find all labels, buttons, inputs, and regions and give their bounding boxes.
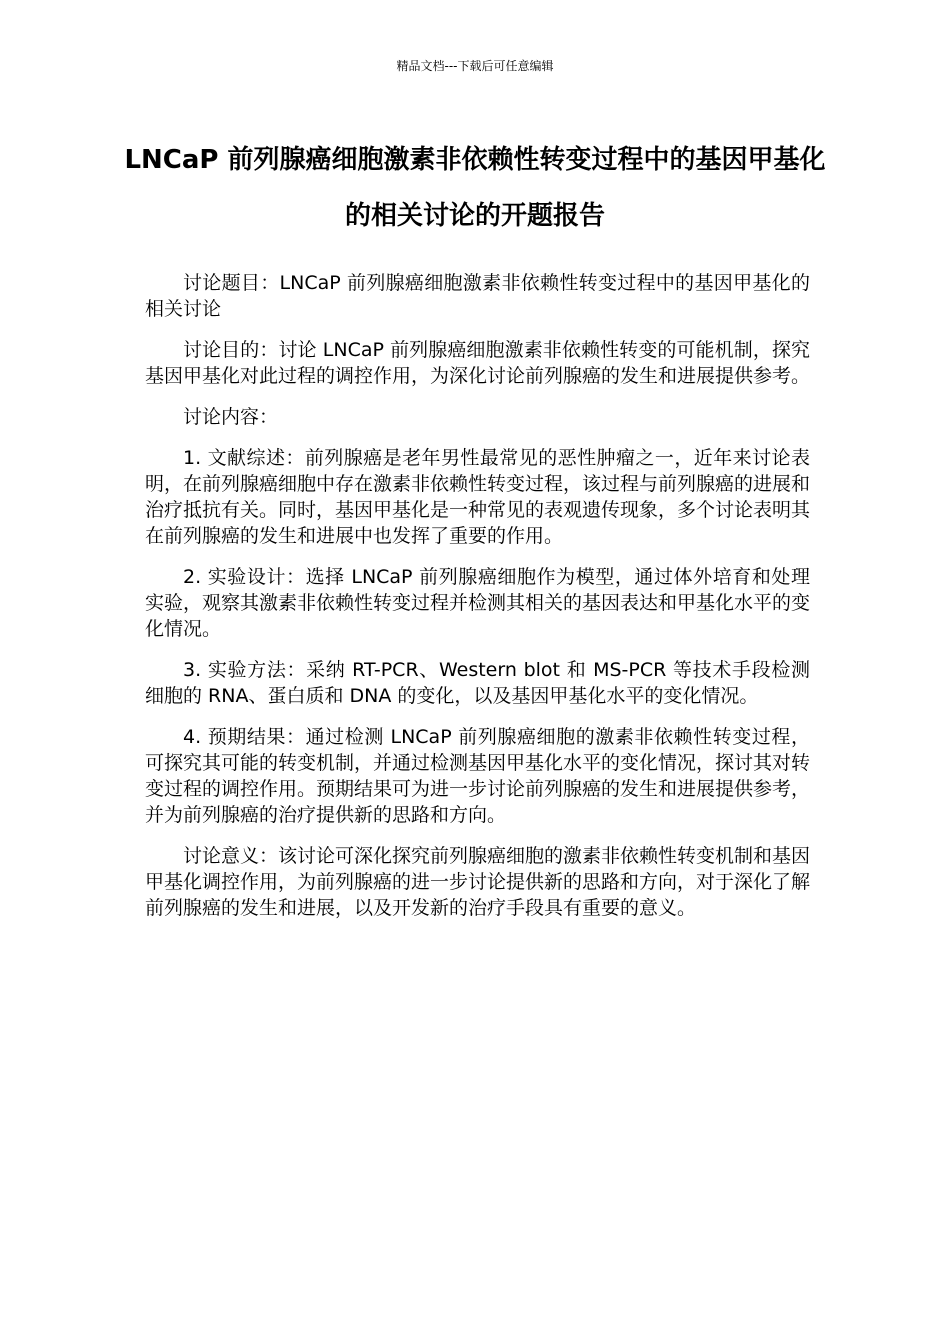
paragraph-significance: 讨论意义：该讨论可深化探究前列腺癌细胞的激素非依赖性转变机制和基因甲基化调控作用，为前列腺癌的进一步讨论提供新的思路和方向，对于深化了解前列腺癌的发生和进展，以及开发新的治疗手段具有重要的意义。 bbox=[145, 845, 811, 919]
paragraph-experiment-design: 2. 实验设计：选择 LNCaP 前列腺癌细胞作为模型，通过体外培育和处理实验，观察其激素非依赖性转变过程并检测其相关的基因表达和甲基化水平的变化情况。 bbox=[145, 566, 811, 640]
paragraph-purpose: 讨论目的：讨论 LNCaP 前列腺癌细胞激素非依赖性转变的可能机制，探究基因甲基化对此过程的调控作用，为深化讨论前列腺癌的发生和进展提供参考。 bbox=[145, 339, 811, 387]
paragraph-literature-review: 1. 文献综述：前列腺癌是老年男性最常见的恶性肿瘤之一，近年来讨论表明，在前列腺癌细胞中存在激素非依赖性转变过程，该过程与前列腺癌的进展和治疗抵抗有关。同时，基因甲基化是一种常见的表观遗传现象，多个讨论表明其在前列腺癌的发生和进展中也发挥了重要的作用。 bbox=[145, 447, 811, 547]
paragraph-experiment-methods: 3. 实验方法：采纳 RT-PCR、Western blot 和 MS-PCR 等技术手段检测细胞的 RNA、蛋白质和 DNA 的变化，以及基因甲基化水平的变化情况。 bbox=[145, 659, 810, 707]
paragraph-topic: 讨论题目：LNCaP 前列腺癌细胞激素非依赖性转变过程中的基因甲基化的相关讨论 bbox=[145, 272, 810, 320]
header-note: 精品文档---下载后可任意编辑 bbox=[396, 59, 554, 73]
paragraph-content-heading: 讨论内容： bbox=[183, 406, 279, 428]
document-title: LNCaP 前列腺癌细胞激素非依赖性转变过程中的基因甲基化的相关讨论的开题报告 bbox=[124, 145, 826, 231]
document-body bbox=[145, 270, 810, 936]
paragraph-expected-results: 4. 预期结果：通过检测 LNCaP 前列腺癌细胞的激素非依赖性转变过程，可探究其可能的转变机制，并通过检测基因甲基化水平的变化情况，探讨其对转变过程的调控作用。预期结果可为进一步讨论前列腺癌的发生和进展提供参考，并为前列腺癌的治疗提供新的思路和方向。 bbox=[145, 726, 811, 826]
